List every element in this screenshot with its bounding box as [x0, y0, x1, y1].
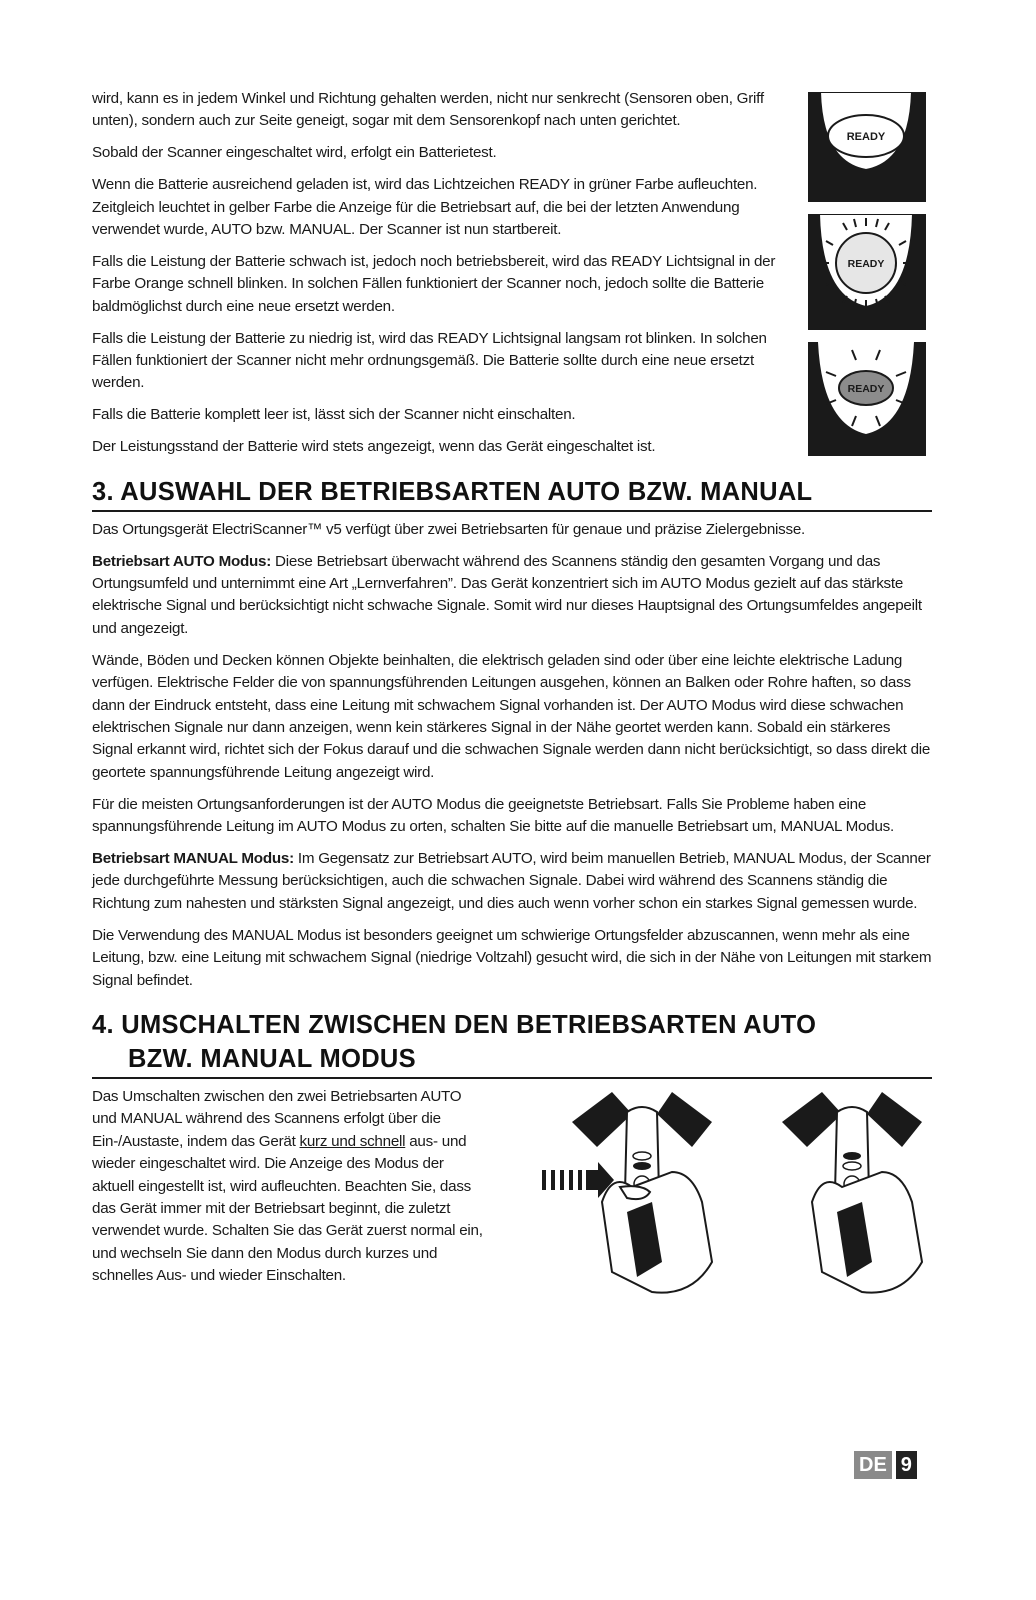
- intro-paragraph-5: Falls die Leistung der Batterie zu niedrig ist, wird das READY Lichtsignal langsam rot blinken. In solchen Fällen funktioniert der Scanner nicht mehr ordnungsgemäß. Die Batterie sollte durch eine neue ersetzt werden.: [92, 329, 767, 392]
- intro-section: [92, 88, 792, 459]
- section-3-paragraph-4: Für die meisten Ortungsanforderungen ist der AUTO Modus die geeignetste Betriebsart. Falls Sie Probleme haben eine spannungsführende Leitung im AUTO Modus zu orten, schalten Sie bitte auf die manuelle Betriebsart um, MANUAL Modus.: [92, 795, 894, 836]
- section-3-paragraph-1: Das Ortungsgerät ElectriScanner™ v5 verfügt über zwei Betriebsarten für genaue und präzise Zielergebnisse.: [92, 520, 806, 538]
- section-4-paragraph: [92, 1086, 484, 1288]
- section-4-body: [92, 1086, 932, 1288]
- ready-indicator-steady: [808, 92, 926, 202]
- section-4-text-underlined: kurz und schnell: [299, 1132, 406, 1150]
- ready-indicator-fast-blink: [808, 214, 926, 330]
- section-4-text-end: aus- und wieder eingeschaltet wird. Die Anzeige des Modus der aktuell eingestellt ist, wird aufleuchten. Beachten Sie, dass das Gerät immer mit der Betriebsart beginnt, die zuletzt verwendet wurde. Schalten Sie das Gerät zuerst normal ein, und wechseln Sie dann den Modus durch kurzes und schnelles Aus- und wieder Einschalten.: [92, 1132, 483, 1285]
- ready-label-1: READY: [846, 131, 886, 143]
- manual-mode-label: Betriebsart MANUAL Modus:: [92, 849, 294, 867]
- section-4-heading-line-1: 4. UMSCHALTEN ZWISCHEN DEN BETRIEBSARTEN AUTO: [92, 1010, 817, 1039]
- intro-paragraph-4: Falls die Leistung der Batterie schwach ist, jedoch noch betriebsbereit, wird das READY Lichtsignal in der Farbe Orange schnell blinken. In solchen Fällen funktioniert der Scanner noch, jedoch sollte die Batterie baldmöglichst durch eine neue ersetzt werden.: [92, 252, 776, 315]
- ready-label-3: READY: [847, 383, 885, 395]
- intro-paragraph-3: Wenn die Batterie ausreichend geladen ist, wird das Lichtzeichen READY in grüner Farbe aufleuchten. Zeitgleich leuchtet in gelber Farbe die Anzeige für die Betriebsart auf, die bei der letzten Anwendung verwendet wurde, AUTO bzw. MANUAL. Der Scanner ist nun startbereit.: [92, 176, 758, 239]
- section-3-heading: 3. AUSWAHL DER BETRIEBSARTEN AUTO BZW. MANUAL: [92, 475, 932, 512]
- hand-pressing-button-illustration: [572, 1092, 712, 1293]
- page-footer: [854, 1451, 917, 1479]
- section-3-manual-paragraph: [92, 848, 932, 915]
- intro-paragraph-1: wird, kann es in jedem Winkel und Richtung gehalten werden, nicht nur senkrecht (Sensoren oben, Griff unten), sondern auch zur Seite geneigt, sogar mit dem Sensorenkopf nach unten gerichtet.: [92, 90, 764, 130]
- intro-paragraph-6: Falls die Batterie komplett leer ist, lässt sich der Scanner nicht einschalten.: [92, 406, 576, 424]
- ready-indicator-illustrations: [808, 92, 926, 468]
- ready-indicator-slow-blink: [808, 342, 926, 456]
- section-4-heading-line-2: BZW. MANUAL MODUS: [128, 1044, 416, 1073]
- auto-mode-text: Diese Betriebsart überwacht während des Scannens ständig den gesamten Vorgang und das Ortungsumfeld und unternimmt eine Art „Lernverfahren”. Das Gerät konzentriert sich im AUTO Modus gezielt auf das stärkste elektrische Signal und berücksichtigt nicht schwache Signale. Somit wird nur dieses Hauptsignal des Ortungsumfeldes angepeilt und angezeigt.: [92, 552, 922, 637]
- arrow-icon: [542, 1162, 614, 1198]
- mode-switch-illustration: [542, 1092, 932, 1302]
- page-number: 9: [896, 1451, 917, 1479]
- section-3-paragraph-3: Wände, Böden und Decken können Objekte beinhalten, die elektrisch geladen sind oder über eine leichte elektrische Ladung verfügen. Elektrische Felder die von spannungsführenden Leitungen ausgehen, können an Balken oder Rohre haften, so dass dann der Eindruck entsteht, dass eine Leitung mit schwachem Signal vorhanden ist. Der AUTO Modus wird diese schwachen elektrischen Signale nur dann anzeigen, wenn kein stärkeres Signal in der Nähe geortet werden kann. Sobald ein stärkeres Signal erkannt wird, richtet sich der Fokus darauf und die schwachen Signale werden dann nicht berücksichtigt, so dass direkt die geortete spannungsführende Leitung angezeigt wird.: [92, 651, 931, 781]
- section-4-heading: [92, 1008, 932, 1079]
- ready-label-2: READY: [847, 258, 885, 270]
- hand-holding-scanner-illustration: [782, 1092, 922, 1293]
- page-content: [92, 88, 932, 1297]
- language-badge: DE: [854, 1451, 892, 1479]
- intro-paragraph-7: Der Leistungsstand der Batterie wird stets angezeigt, wenn das Gerät eingeschaltet ist.: [92, 438, 656, 456]
- section-3-paragraph-6: Die Verwendung des MANUAL Modus ist besonders geeignet um schwierige Ortungsfelder abzuscannen, wenn mehr als eine Leitung, bzw. eine Leitung mit schwachem Signal (niedrige Voltzahl) gesucht wird, die sich in der Nähe von Leitungen mit starkem Signal befindet.: [92, 926, 932, 989]
- auto-mode-label: Betriebsart AUTO Modus:: [92, 552, 272, 570]
- section-3-auto-paragraph: [92, 551, 932, 641]
- section-4-text-start: Das Umschalten zwischen den zwei Betriebsarten AUTO und MANUAL während des Scannens erfolgt über die Ein-/Austaste, indem das Gerät: [92, 1087, 462, 1150]
- manual-mode-text: Im Gegensatz zur Betriebsart AUTO, wird beim manuellen Betrieb, MANUAL Modus, der Scanner jede durchgeführte Messung berücksichtigen, auch die schwachen Signale. Dabei wird während des Scannens ständig die Richtung zum nahesten und stärksten Signal angezeigt, und dies auch wenn vorher schon ein starkes Signal gemessen wurde.: [92, 849, 931, 912]
- intro-paragraph-2: Sobald der Scanner eingeschaltet wird, erfolgt ein Batterietest.: [92, 144, 497, 162]
